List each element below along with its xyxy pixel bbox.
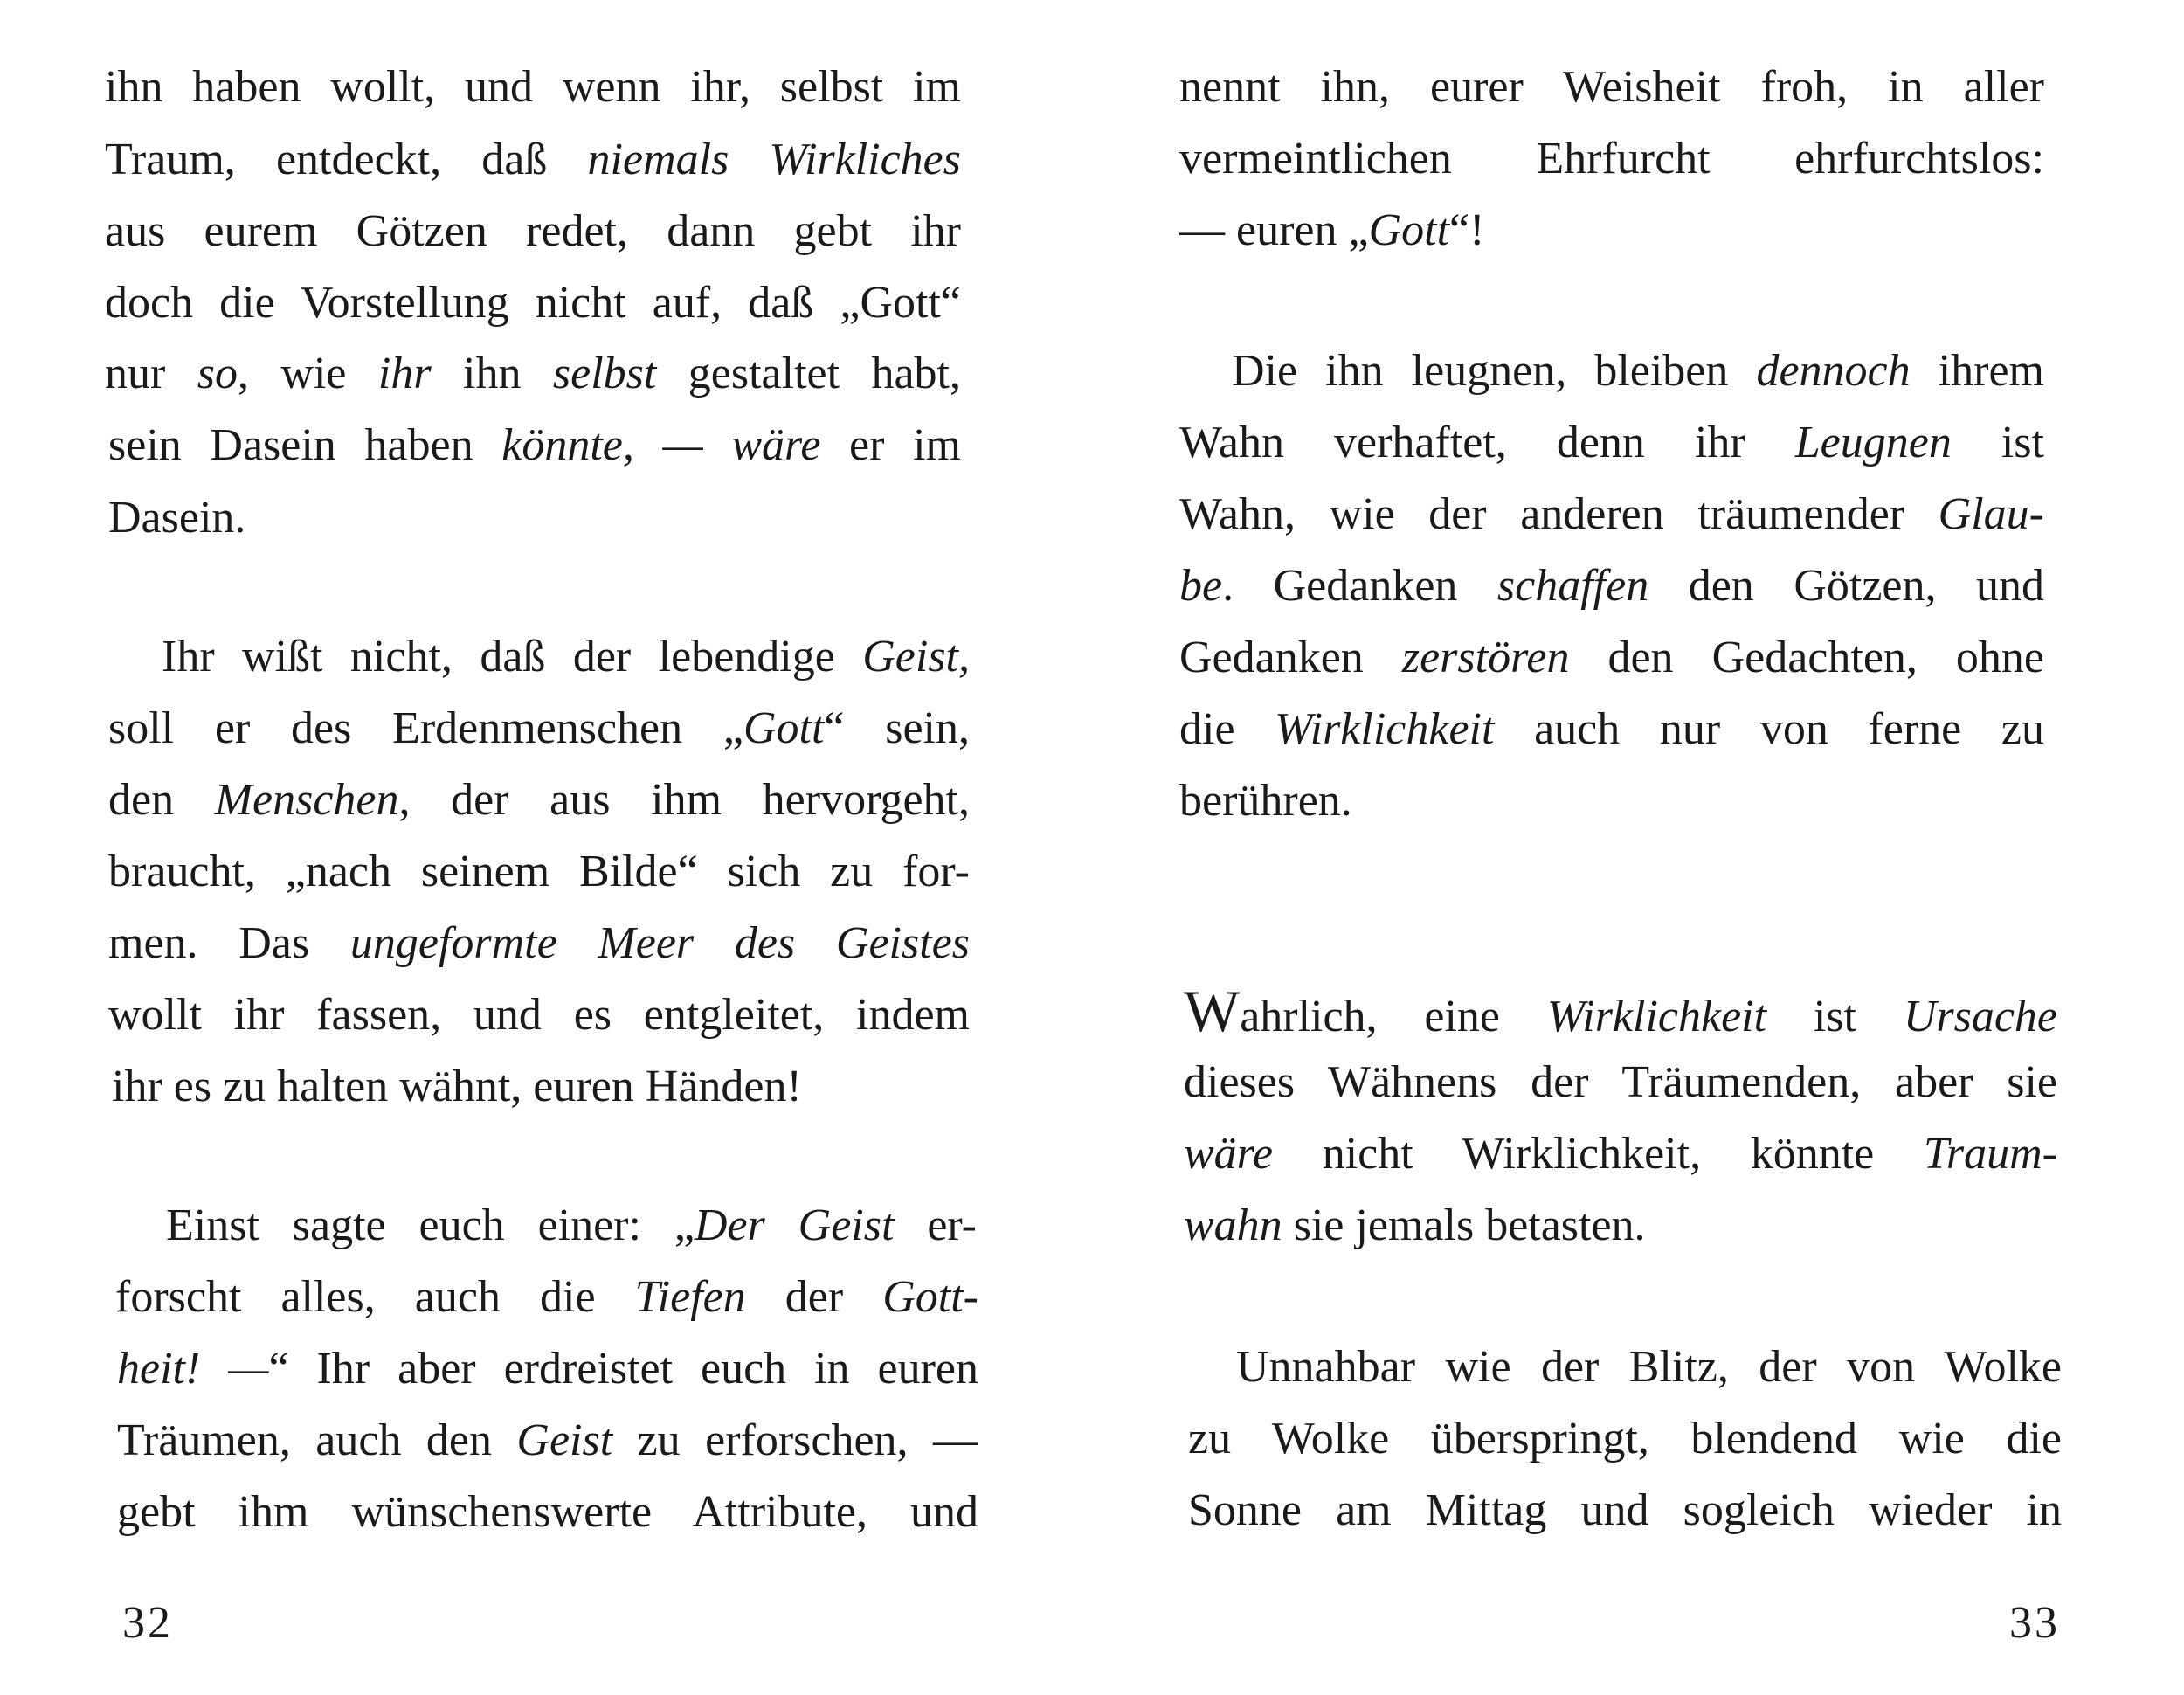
text-line: [1179, 52, 2044, 122]
text-line: [105, 339, 961, 409]
italic-text: Tiefen: [634, 1272, 746, 1322]
line-text: Traum, entdeckt, daß: [105, 135, 588, 184]
line-text: Sonne am Mittag und sogleich wieder in: [1188, 1485, 2062, 1535]
italic-text: wäre: [1184, 1129, 1274, 1179]
line-text: zu erforschen, —: [612, 1415, 978, 1465]
text-line: [1179, 480, 2044, 550]
text-line: [105, 268, 961, 338]
page-number-left: 32: [122, 1598, 173, 1648]
line-text: nennt ihn, eurer Weisheit froh, in aller: [1179, 62, 2044, 112]
text-line: [108, 483, 961, 553]
text-line: [1179, 695, 2044, 764]
text-line: [1179, 551, 2044, 621]
line-text: doch die Vorstellung nicht auf, daß „Gott“: [105, 278, 961, 328]
text-line: [108, 765, 970, 835]
line-text: dieses Wähnens der Träumenden, aber sie: [1184, 1057, 2057, 1107]
line-text: “ sein,: [824, 703, 970, 753]
line-text: Dasein.: [108, 493, 246, 543]
italic-text: Geist: [516, 1415, 613, 1465]
line-text: der: [745, 1272, 883, 1322]
italic-text: Gott: [1368, 205, 1450, 255]
line-text: ihn: [431, 349, 553, 398]
text-line: [1179, 623, 2044, 693]
italic-text: Wirklichkeit: [1275, 704, 1495, 754]
line-text: vermeintlichen Ehrfurcht ehrfurchtslos:: [1179, 134, 2044, 183]
line-text: berühren.: [1179, 776, 1352, 826]
line-text: wollt ihr fassen, und es entgleitet, indem: [108, 990, 970, 1040]
line-text: Ihr wißt nicht, daß der lebendige: [162, 632, 863, 681]
line-text: soll er des Erdenmenschen „: [108, 703, 743, 753]
line-text: , wie: [238, 349, 378, 398]
text-line: [117, 1406, 978, 1476]
line-text: Träumen, auch den: [117, 1415, 517, 1465]
text-line: [115, 1263, 978, 1332]
text-line: [1188, 1476, 2062, 1546]
line-text: die: [1179, 704, 1275, 754]
line-text: ist: [1766, 992, 1904, 1041]
line-text: zu Wolke überspringt, blendend wie die: [1188, 1414, 2062, 1463]
italic-text: niemals Wirkliches: [587, 135, 961, 184]
line-text: forscht alles, auch die: [115, 1272, 635, 1322]
line-text: auch nur von ferne zu: [1494, 704, 2044, 754]
line-text: nur: [105, 349, 197, 398]
right-page: [1092, 0, 2184, 1695]
line-text: den Gedachten, ohne: [1569, 633, 2044, 682]
italic-text: Glau-: [1938, 489, 2044, 539]
line-text: Gedanken: [1179, 633, 1402, 682]
line-text: sein Dasein haben: [108, 420, 502, 470]
italic-text: zerstören: [1401, 633, 1570, 682]
text-line: [1184, 976, 2057, 1046]
line-text: gebt ihm wünschenswerte Attribute, und: [117, 1487, 978, 1537]
text-line: [1179, 408, 2044, 478]
text-line: [166, 1191, 977, 1261]
italic-text: dennoch: [1756, 346, 1911, 396]
line-text: Einst sagte euch einer: „: [166, 1200, 695, 1250]
italic-text: Ursache: [1903, 992, 2057, 1041]
line-text: ihrem: [1910, 346, 2044, 396]
line-text: men. Das: [108, 918, 350, 968]
italic-text: ungeformte Meer des Geistes: [349, 918, 970, 968]
italic-text: ihr: [377, 349, 432, 398]
line-text: “ Ihr aber erdreistet euch in euren: [268, 1344, 978, 1394]
line-text: den Götzen, und: [1648, 561, 2044, 611]
italic-text: Geist,: [862, 632, 970, 681]
text-line: [105, 52, 961, 122]
text-line: [1188, 1404, 2062, 1474]
initial-letter: W: [1184, 978, 1241, 1044]
line-text: Unnahbar wie der Blitz, der von Wolke: [1236, 1342, 2062, 1392]
line-text: ahrlich, eine: [1240, 992, 1547, 1041]
line-text: Wahn, wie der anderen träumender: [1179, 489, 1939, 539]
line-text: — euren „: [1179, 205, 1369, 255]
italic-text: wahn: [1184, 1200, 1282, 1250]
italic-text: be: [1179, 561, 1223, 611]
text-line: [1184, 1191, 2057, 1261]
italic-text: könnte, — wäre: [501, 420, 821, 470]
text-line: [162, 622, 970, 692]
text-line: [1184, 1119, 2057, 1189]
line-text: den: [108, 775, 215, 825]
text-line: [105, 125, 961, 195]
text-line: [1179, 124, 2044, 194]
text-line: [1184, 1048, 2057, 1117]
line-text: Die ihn leugnen, bleiben: [1232, 346, 1757, 396]
line-text: Wahn verhaftet, denn ihr: [1179, 418, 1795, 467]
text-line: [1232, 336, 2044, 406]
line-text: . Gedanken: [1222, 561, 1497, 611]
italic-text: so: [197, 349, 238, 398]
line-text: ihr es zu halten wähnt, euren Händen!: [112, 1062, 802, 1111]
line-text: aus eurem Götzen redet, dann gebt ihr: [105, 206, 961, 256]
text-line: [108, 694, 970, 764]
line-text: ihn haben wollt, und wenn ihr, selbst im: [105, 62, 961, 112]
italic-text: Gott-: [882, 1272, 978, 1322]
italic-text: schaffen: [1496, 561, 1649, 611]
line-text: sie jemals betasten.: [1282, 1200, 1646, 1250]
italic-text: heit! —: [117, 1344, 269, 1394]
italic-text: selbst: [552, 349, 657, 398]
text-line: [105, 197, 961, 266]
text-line: [117, 1334, 978, 1404]
italic-text: Traum-: [1923, 1129, 2057, 1179]
text-line: [108, 980, 970, 1050]
text-line: [112, 1052, 970, 1122]
text-line: [117, 1477, 978, 1547]
text-line: [108, 411, 961, 481]
italic-text: Wirklichkeit: [1546, 992, 1767, 1041]
line-text: er-: [894, 1200, 977, 1250]
text-line: [108, 909, 970, 979]
line-text: er im: [820, 420, 961, 470]
page-number-right: 33: [2009, 1598, 2060, 1648]
text-line: [1236, 1332, 2062, 1402]
line-text: braucht, „nach seinem Bilde“ sich zu for-: [108, 847, 970, 896]
text-line: [1179, 196, 2044, 266]
line-text: gestaltet habt,: [656, 349, 961, 398]
italic-text: Menschen: [214, 775, 399, 825]
text-line: [1179, 766, 2044, 836]
italic-text: Leugnen: [1794, 418, 1952, 467]
line-text: , der aus ihm hervorgeht,: [398, 775, 970, 825]
line-text: nicht Wirklichkeit, könnte: [1273, 1129, 1924, 1179]
italic-text: Der Geist: [694, 1200, 895, 1250]
line-text: “!: [1449, 205, 1485, 255]
italic-text: Gott: [743, 703, 825, 753]
line-text: ist: [1951, 418, 2044, 467]
text-line: [108, 837, 970, 907]
